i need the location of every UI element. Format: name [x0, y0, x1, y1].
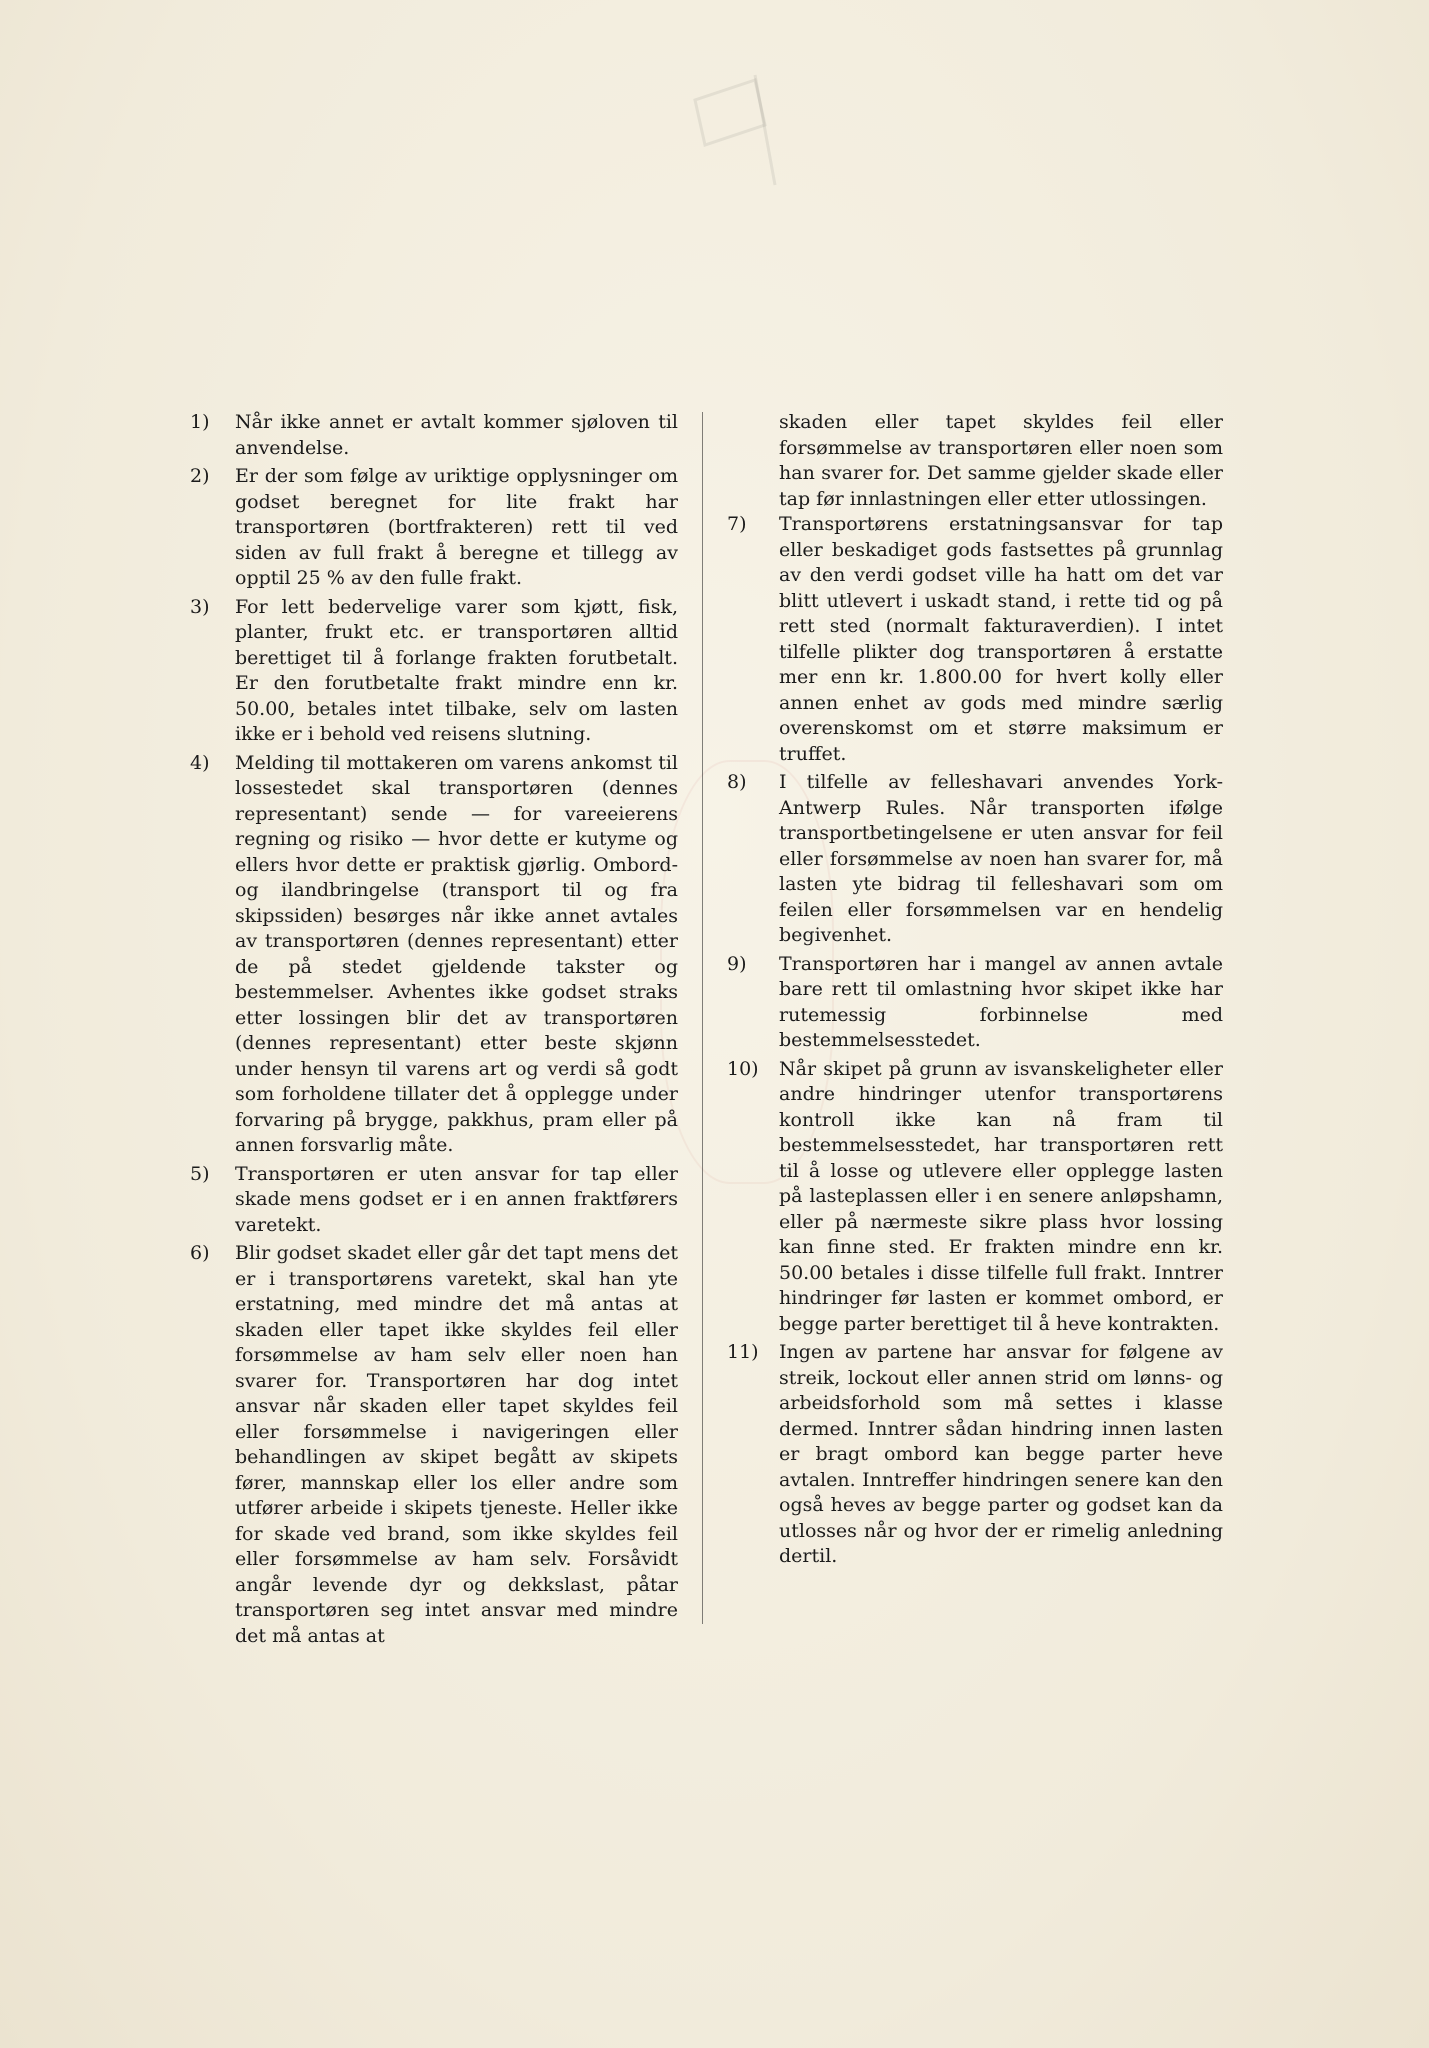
term-item [190, 1241, 678, 1649]
term-item [190, 464, 678, 592]
term-number: 7) [727, 513, 747, 535]
term-number: 2) [190, 465, 210, 487]
term-number: 4) [190, 751, 210, 774]
term-number: 8) [727, 771, 747, 793]
term-number: 9) [727, 952, 747, 975]
term-number: 5) [190, 1162, 210, 1185]
show-through-flag-icon [680, 70, 790, 190]
term-text: Når ikke annet er avtalt kommer sjøloven til anvendelse. [235, 411, 678, 459]
terms-column-right [727, 410, 1223, 1573]
term-item [190, 1162, 678, 1239]
term-item [190, 751, 678, 1159]
term-item [727, 1340, 1223, 1570]
term-text: Er der som følge av uriktige opplysninger om godset beregnet for lite frakt har transportøren (bortfrakteren) rett til ved siden av full frakt å beregne et tillegg av opptil 25 % av den fulle frakt. [235, 465, 678, 589]
term-item [190, 410, 678, 461]
terms-column-left [190, 410, 678, 1652]
column-divider [702, 412, 703, 1624]
term-item [727, 1057, 1223, 1338]
term-text: I tilfelle av felleshavari anvendes York-Antwerp Rules. Når transporten ifølge transportbetingelsene er uten ansvar for feil eller forsømmelse av noen han svarer for, må lasten yte bidrag til felleshavari som om feilen eller forsømmelsen var en hendelig begivenhet. [779, 771, 1223, 946]
term-item [190, 595, 678, 748]
term-text: Transportørens erstatningsansvar for tap eller beskadiget gods fastsettes på grunnlag av den verdi godset ville ha hatt om det var blitt utlevert i uskadt stand, i rette tid og på rett sted (normalt fakturaverdien). I intet tilfelle plikter dog transportøren å erstatte mer enn kr. 1.800.00 for hvert kolly eller annen enhet av gods med mindre særlig overenskomst om et større maksimum er truffet. [779, 513, 1223, 765]
term-text: Ingen av partene har ansvar for følgene av streik, lockout eller annen strid om lønns- og arbeidsforhold som må settes i klasse dermed. Inntrer sådan hindring innen lasten er bragt ombord kan begge parter heve avtalen. Inntreffer hindringen senere kan den også heves av begge parter og godset kan da utlosses når og hvor der er rimelig anledning dertil. [779, 1341, 1223, 1567]
term-6-continuation: skaden eller tapet skyldes feil eller forsømmelse av transportøren eller noen som han svarer for. Det samme gjelder skade eller tap før innlastningen eller etter utlossingen. [779, 411, 1223, 510]
term-text: Transportøren er uten ansvar for tap eller skade mens godset er i en annen fraktførers varetekt. [235, 1162, 678, 1236]
term-item [727, 952, 1223, 1054]
term-text: Melding til mottakeren om varens ankomst til lossestedet skal transportøren (dennes representant) sende — for vareeierens regning og risiko — hvor dette er kutyme og ellers hvor dette er praktisk gjørlig. Ombord- og ilandbringelse (transport til og fra skipssiden) besørges når ikke annet avtales av transportøren (dennes representant) etter de på stedet gjeldende takster og bestemmelser. Avhentes ikke godset straks etter lossingen blir det av transportøren (dennes representant) etter beste skjønn under hensyn til varens art og verdi så godt som forholdene tillater det å opplegge under forvaring på brygge, pakkhus, pram eller på annen forsvarlig måte. [235, 751, 678, 1156]
term-number: 1) [190, 411, 210, 433]
term-number: 10) [727, 1057, 759, 1080]
term-number: 11) [727, 1341, 759, 1363]
term-item [727, 770, 1223, 949]
term-number: 3) [190, 595, 210, 618]
term-text: Når skipet på grunn av isvanskeligheter eller andre hindringer utenfor transportørens kontroll ikke kan nå fram til bestemmelsesstedet, har transportøren rett til å losse og utlevere eller opplegge lasten på lasteplassen eller i en senere anløpshamn, eller på nærmeste sikre plass hvor lossing kan finne sted. Er frakten mindre enn kr. 50.00 betales i disse tilfelle full frakt. Inntrer hindringer før lasten er kommet ombord, er begge parter berettiget til å heve kontrakten. [779, 1057, 1223, 1335]
term-text: Blir godset skadet eller går det tapt mens det er i transportørens varetekt, skal han yte erstatning, med mindre det må antas at skaden eller tapet ikke skyldes feil eller forsømmelse av ham selv eller noen han svarer for. Transportøren har dog intet ansvar når skaden eller tapet skyldes feil eller forsømmelse i navigeringen eller behandlingen av skipet begått av skipets fører, mannskap eller los eller andre som utfører arbeide i skipets tjeneste. Heller ikke for skade ved brand, som ikke skyldes feil eller forsømmelse av ham selv. Forsåvidt angår levende dyr og dekkslast, påtar transportøren seg intet ansvar med mindre det må antas at [235, 1242, 678, 1647]
term-text: For lett bedervelige varer som kjøtt, fisk, planter, frukt etc. er transportøren alltid berettiget til å forlange frakten forutbetalt. Er den forutbetalte frakt mindre enn kr. 50.00, betales intet tilbake, selv om lasten ikke er i behold ved reisens slutning. [235, 595, 678, 745]
term-number: 6) [190, 1242, 210, 1264]
term-text: Transportøren har i mangel av annen avtale bare rett til omlastning hvor skipet ikke har rutemessig forbinnelse med bestemmelsesstedet. [779, 952, 1223, 1051]
term-item [727, 512, 1223, 767]
